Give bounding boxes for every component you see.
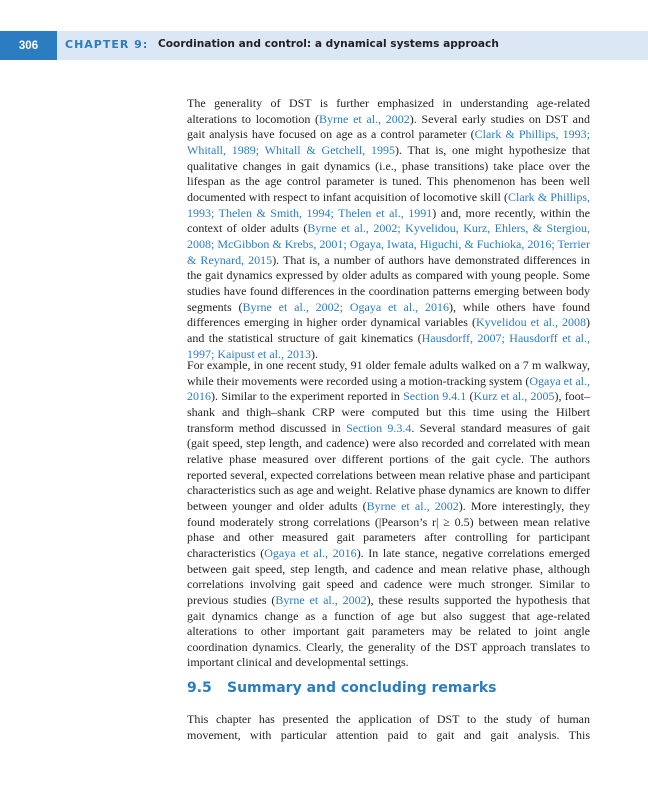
body-text: ). That is, a number of authors have demonstrated differences in the gait dynamics expressed by older adults as compared with young people. Some studies have found differences in the coordination patterns emerging between body segments ( (187, 252, 590, 314)
body-text: ). Similar to the experiment reported in (211, 389, 404, 404)
citation-link[interactable]: Clark & Phillips, 1993; Whitall, 1989; Whitall & Getchell, 1995 (187, 127, 590, 157)
citation-link[interactable]: Section 9.3.4 (346, 420, 412, 435)
body-text: ( (466, 389, 474, 404)
paragraph-3-block (187, 712, 590, 743)
body-text: ) and the statistical structure of gait kinematics ( (187, 315, 591, 345)
paragraph-3: This chapter has presented the application of DST to the study of human movement, with particular attention paid to gait and gait analysis. This (187, 712, 590, 742)
citation-link[interactable]: Kurz et al., 2005 (473, 389, 555, 404)
citation-link[interactable]: Byrne et al., 2002 (366, 498, 459, 513)
paragraph-2 (187, 358, 590, 671)
paragraph-2-block (187, 358, 590, 671)
citation-link[interactable]: Section 9.4.1 (403, 389, 467, 404)
body-text: For example, in one recent study, 91 older female adults walked on a 7 m walkway, while their movements were recorded using a motion-tracking system ( (187, 358, 590, 388)
body-text: The generality of DST is further emphasized in understanding age-related alterations to locomotion ( (187, 96, 590, 126)
citation-link[interactable]: Clark & Phillips, 1993; Thelen & Smith, 1994; Thelen et al., 1991 (187, 189, 590, 220)
paragraph-1-block (187, 96, 590, 362)
chapter-title: Coordination and control: a dynamical systems approach (158, 38, 499, 50)
page-number: 306 (0, 31, 57, 60)
body-text: ), while others have found differences emerging in higher order dynamical variables ( (187, 299, 590, 330)
body-text: ) and, more recently, within the context of older adults ( (187, 205, 590, 236)
citation-link[interactable]: Byrne et al., 2002; Kyvelidou, Kurz, Ehlers, & Stergiou, 2008; McGibbon & Krebs, 2001; Ogaya, Iwata, Higuchi, & Fuchioka, 2016; Terrier & Reynard, 2015 (187, 221, 590, 267)
paragraph-1 (187, 96, 590, 362)
body-text: ). In late stance, negative correlations emerged between gait speed, step length, and cadence and mean relative phase, although correlations involving gait speed and cadence were much stronger. Similar to previous studies ( (187, 545, 590, 607)
citation-link[interactable]: Byrne et al., 2002 (319, 111, 410, 126)
body-text: ), these results supported the hypothesis that gait dynamics change as a function of age but also suggest that age-related alterations to other important gait parameters may be related to joint angle coordination dynamics. Clearly, the generality of the DST approach translates to important clinical and developmental settings. (187, 592, 591, 670)
citation-link[interactable]: Hausdorff, 2007; Hausdorff et al., 1997; Kaipust et al., 2013 (187, 330, 590, 361)
section-number: 9.5 (187, 680, 212, 696)
section-title: Summary and concluding remarks (227, 680, 497, 696)
body-text: ), foot–shank and thigh–shank CRP were computed but this time using the Hilbert transform method discussed in (187, 389, 591, 435)
body-text: ). Several early studies on DST and gait analysis have focused on age as a control parameter ( (187, 111, 590, 142)
chapter-label: CHAPTER 9: (65, 38, 149, 51)
citation-link[interactable]: Byrne et al., 2002; Ogaya et al., 2016 (242, 299, 449, 314)
body-text: ). That is, one might hypothesize that qualitative changes in gait dynamics (i.e., phase transitions) take place over the lifespan as the age control parameter is tuned. This phenomenon has been well documented with respect to infant acquisition of locomotive skill ( (187, 142, 591, 204)
citation-link[interactable]: Ogaya et al., 2016 (264, 545, 357, 560)
citation-link[interactable]: Kyvelidou et al., 2008 (475, 315, 587, 330)
body-text: ). (310, 346, 318, 361)
citation-link[interactable]: Byrne et al., 2002 (275, 592, 367, 607)
body-text: . Several standard measures of gait (gait speed, step length, and cadence) were also recorded and correlated with mean relative phase measured over different portions of the gait cycle. The authors reported several, expected correlations between mean relative phase and participant characteristics such as age and weight. Relative phase dynamics are known to differ between younger and older adults ( (187, 420, 590, 513)
body-text: ). More interestingly, they found moderately strong correlations (|Pearson’s r| ≥ 0.5) between mean relative phase and other measured gait parameters after controlling for participant characteristics ( (187, 498, 590, 560)
section-heading (187, 680, 497, 696)
citation-link[interactable]: Ogaya et al., 2016 (187, 373, 591, 404)
